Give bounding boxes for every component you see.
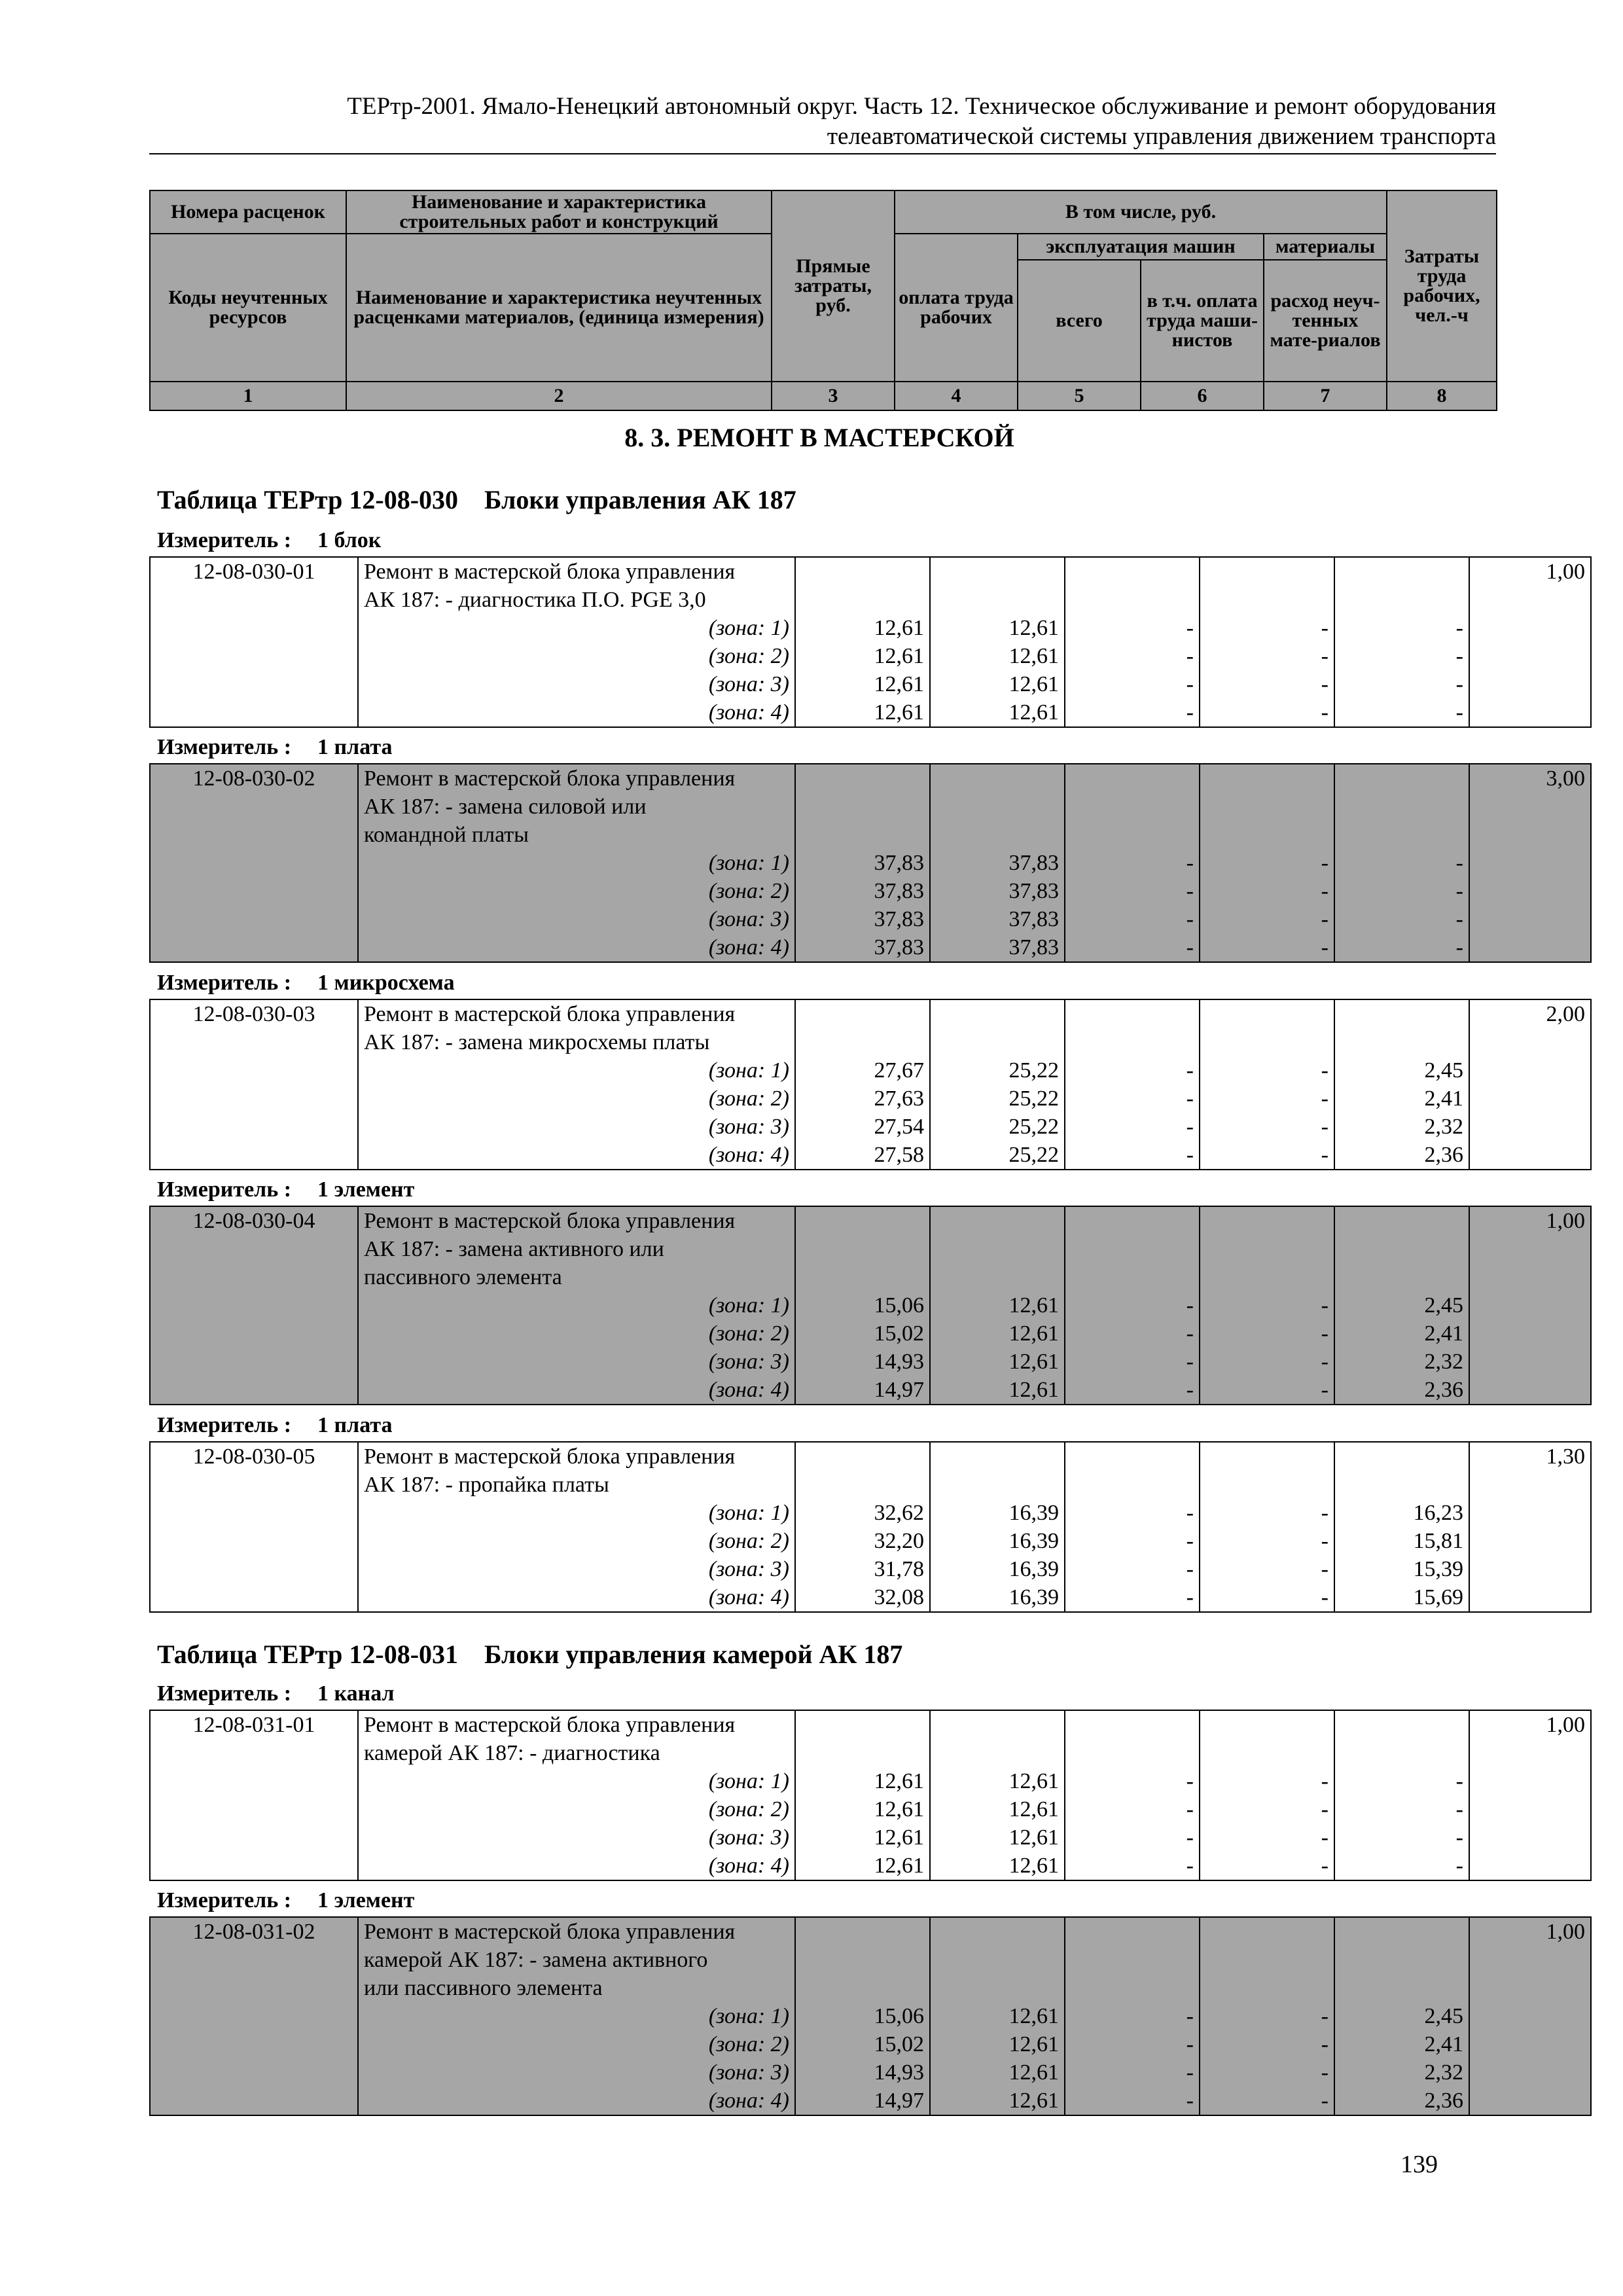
value-cell: 2,32 [1424, 1115, 1463, 1139]
value-cell: 2,36 [1424, 1143, 1463, 1167]
description-line: АК 187: - диагностика П.О. PGE 3,0 [364, 588, 706, 612]
zone-label: (зона: 1) [708, 616, 789, 640]
value-cell: - [1186, 1585, 1194, 1609]
value-cell: - [1321, 1825, 1329, 1850]
table-name: Блоки управления АК 187 [484, 485, 796, 514]
value-cell: 37,83 [1008, 907, 1059, 931]
value-cell: 15,02 [874, 1321, 924, 1346]
col7-header: расход неуч-тенных мате-риалов [1264, 260, 1387, 382]
value-cell: - [1321, 1585, 1329, 1609]
value-cell: - [1321, 879, 1329, 903]
value-cell: - [1186, 1293, 1194, 1318]
value-cell: - [1321, 851, 1329, 875]
col2-header-bottom: Наименование и характеристика неучтенных расценками материалов, (единица измерения) [346, 234, 772, 382]
value-cell: 2,32 [1424, 2060, 1463, 2085]
value-cell: - [1321, 1058, 1329, 1083]
measurer-line [157, 734, 392, 761]
value-cell: - [1186, 616, 1194, 640]
zone-label: (зона: 4) [708, 1143, 789, 1167]
value-cell: - [1186, 1854, 1194, 1878]
rate-code: 12-08-030-04 [192, 1209, 315, 1233]
measurer-value: 1 блок [317, 528, 382, 552]
value-cell: - [1186, 1350, 1194, 1374]
zone-label: (зона: 3) [708, 1350, 789, 1374]
zone-label: (зона: 2) [708, 1321, 789, 1346]
value-cell: - [1186, 935, 1194, 960]
value-cell: - [1455, 616, 1463, 640]
zone-label: (зона: 3) [708, 2060, 789, 2085]
value-cell: 12,61 [874, 1854, 924, 1878]
description-line: АК 187: - замена силовой или [364, 795, 647, 819]
labor-value: 1,00 [1546, 1713, 1585, 1737]
description-line: Ремонт в мастерской блока управления [364, 1444, 736, 1469]
value-cell: - [1186, 1501, 1194, 1525]
measurer-label: Измеритель : [157, 971, 292, 995]
value-cell: - [1186, 1321, 1194, 1346]
rate-table [149, 999, 1592, 1170]
col8-header: Затраты труда рабочих, чел.-ч [1387, 190, 1497, 382]
value-cell: - [1186, 1769, 1194, 1793]
col-number: 5 [1018, 382, 1141, 410]
value-cell: 12,61 [1008, 672, 1059, 696]
zone-label: (зона: 2) [708, 2032, 789, 2056]
value-cell: - [1186, 1529, 1194, 1553]
value-cell: - [1186, 1378, 1194, 1402]
value-cell: 12,61 [1008, 2004, 1059, 2028]
value-cell: 15,69 [1413, 1585, 1463, 1609]
value-cell: 14,93 [874, 1350, 924, 1374]
measurer-line [157, 970, 455, 996]
description-line: Ремонт в мастерской блока управления [364, 1713, 736, 1737]
value-cell: 12,61 [1008, 1350, 1059, 1374]
measurer-value: 1 элемент [317, 1888, 415, 1912]
column-header-table [149, 190, 1497, 411]
value-cell: 2,41 [1424, 1321, 1463, 1346]
measurer-label: Измеритель : [157, 1888, 292, 1912]
value-cell: 2,36 [1424, 1378, 1463, 1402]
col-number: 3 [772, 382, 895, 410]
value-cell: 37,83 [1008, 851, 1059, 875]
value-cell: - [1321, 1086, 1329, 1111]
table-code: Таблица ТЕРтр 12-08-030 [157, 485, 459, 514]
value-cell: 31,78 [874, 1557, 924, 1581]
value-cell: - [1321, 672, 1329, 696]
machines-header: эксплуатация машин [1018, 234, 1264, 260]
col-number: 1 [150, 382, 346, 410]
zone-label: (зона: 4) [708, 1854, 789, 1878]
value-cell: 2,41 [1424, 2032, 1463, 2056]
zone-label: (зона: 3) [708, 907, 789, 931]
value-cell: - [1455, 1769, 1463, 1793]
value-cell: - [1321, 1769, 1329, 1793]
description-line: камерой АК 187: - диагностика [364, 1741, 660, 1765]
zone-label: (зона: 2) [708, 1529, 789, 1553]
value-cell: 32,62 [874, 1501, 924, 1525]
value-cell: - [1455, 907, 1463, 931]
value-cell: 15,02 [874, 2032, 924, 2056]
measurer-label: Измеритель : [157, 735, 292, 759]
value-cell: 14,97 [874, 1378, 924, 1402]
value-cell: 14,93 [874, 2060, 924, 2085]
value-cell: - [1186, 2089, 1194, 2113]
rate-table [149, 1916, 1592, 2116]
measurer-line [157, 1177, 414, 1203]
value-cell: - [1455, 879, 1463, 903]
zone-label: (зона: 4) [708, 2089, 789, 2113]
value-cell: 12,61 [1008, 1825, 1059, 1850]
value-cell: 2,45 [1424, 2004, 1463, 2028]
value-cell: - [1321, 616, 1329, 640]
rate-code: 12-08-031-02 [192, 1920, 315, 1944]
value-cell: - [1321, 700, 1329, 725]
value-cell: - [1455, 644, 1463, 668]
rate-code: 12-08-030-02 [192, 766, 315, 791]
value-cell: 14,97 [874, 2089, 924, 2113]
value-cell: 2,32 [1424, 1350, 1463, 1374]
value-cell: - [1321, 907, 1329, 931]
labor-value: 1,30 [1546, 1444, 1585, 1469]
table-code: Таблица ТЕРтр 12-08-031 [157, 1640, 459, 1669]
measurer-label: Измеритель : [157, 1681, 292, 1706]
value-cell: 12,61 [1008, 1854, 1059, 1878]
header-line-1: ТЕРтр-2001. Ямало-Ненецкий автономный округ. Часть 12. Техническое обслуживание и ремонт оборудования [347, 93, 1496, 120]
value-cell: 37,83 [1008, 935, 1059, 960]
rate-code: 12-08-031-01 [192, 1713, 315, 1737]
value-cell: - [1186, 1825, 1194, 1850]
value-cell: - [1321, 644, 1329, 668]
page-number: 139 [1400, 2151, 1438, 2178]
value-cell: - [1455, 851, 1463, 875]
zone-label: (зона: 3) [708, 672, 789, 696]
zone-label: (зона: 4) [708, 1585, 789, 1609]
value-cell: 32,08 [874, 1585, 924, 1609]
value-cell: 16,39 [1008, 1585, 1059, 1609]
value-cell: - [1455, 672, 1463, 696]
zone-label: (зона: 3) [708, 1115, 789, 1139]
zone-label: (зона: 2) [708, 879, 789, 903]
value-cell: - [1321, 2060, 1329, 2085]
labor-value: 1,00 [1546, 1920, 1585, 1944]
measurer-label: Измеритель : [157, 528, 292, 552]
incl-header: В том числе, руб. [895, 190, 1387, 234]
value-cell: 12,61 [874, 1769, 924, 1793]
value-cell: - [1321, 1321, 1329, 1346]
value-cell: - [1186, 1557, 1194, 1581]
value-cell: - [1186, 2004, 1194, 2028]
table-name: Блоки управления камерой АК 187 [484, 1640, 903, 1669]
col1-header-top: Номера расценок [150, 190, 346, 234]
rate-table [149, 763, 1592, 963]
description-line: Ремонт в мастерской блока управления [364, 1920, 736, 1944]
rate-table [149, 556, 1592, 728]
rate-table [149, 1206, 1592, 1405]
value-cell: 12,61 [1008, 1321, 1059, 1346]
value-cell: - [1186, 1086, 1194, 1111]
value-cell: - [1186, 1797, 1194, 1821]
measurer-line [157, 1681, 395, 1707]
zone-label: (зона: 4) [708, 700, 789, 725]
value-cell: 16,39 [1008, 1529, 1059, 1553]
value-cell: 12,61 [874, 616, 924, 640]
value-cell: - [1455, 700, 1463, 725]
measurer-value: 1 микросхема [317, 971, 455, 995]
rate-code: 12-08-030-03 [192, 1002, 315, 1026]
value-cell: - [1455, 1797, 1463, 1821]
col-number: 6 [1141, 382, 1264, 410]
col-number: 2 [346, 382, 772, 410]
description-line: Ремонт в мастерской блока управления [364, 560, 736, 584]
zone-label: (зона: 3) [708, 1557, 789, 1581]
zone-label: (зона: 2) [708, 644, 789, 668]
value-cell: 25,22 [1008, 1058, 1059, 1083]
col1-header-bottom: Коды неучтенных ресурсов [150, 234, 346, 382]
value-cell: 12,61 [1008, 2060, 1059, 2085]
measurer-line [157, 1888, 414, 1914]
value-cell: - [1321, 1501, 1329, 1525]
col5-header: всего [1018, 260, 1141, 382]
header-line-2: телеавтоматической системы управления движением транспорта [827, 123, 1496, 150]
page-header [149, 92, 1496, 154]
value-cell: - [1321, 1557, 1329, 1581]
value-cell: - [1321, 1854, 1329, 1878]
value-cell: 12,61 [1008, 1797, 1059, 1821]
description-line: Ремонт в мастерской блока управления [364, 766, 736, 791]
value-cell: - [1321, 1797, 1329, 1821]
value-cell: 32,20 [874, 1529, 924, 1553]
description-line: АК 187: - замена микросхемы платы [364, 1030, 710, 1054]
value-cell: 15,81 [1413, 1529, 1463, 1553]
value-cell: 12,61 [874, 672, 924, 696]
zone-label: (зона: 2) [708, 1086, 789, 1111]
zone-label: (зона: 1) [708, 1058, 789, 1083]
value-cell: - [1186, 700, 1194, 725]
description-line: пассивного элемента [364, 1265, 562, 1289]
value-cell: 15,06 [874, 2004, 924, 2028]
table-title [157, 484, 796, 515]
value-cell: - [1321, 2089, 1329, 2113]
value-cell: 2,41 [1424, 1086, 1463, 1111]
value-cell: 12,61 [1008, 1378, 1059, 1402]
measurer-line [157, 1412, 392, 1439]
value-cell: - [1186, 1143, 1194, 1167]
value-cell: - [1321, 1143, 1329, 1167]
measurer-value: 1 плата [317, 1413, 393, 1437]
value-cell: - [1186, 2032, 1194, 2056]
measurer-value: 1 элемент [317, 1177, 415, 1202]
value-cell: 37,83 [1008, 879, 1059, 903]
table-title [157, 1639, 902, 1670]
zone-label: (зона: 1) [708, 2004, 789, 2028]
value-cell: 16,39 [1008, 1501, 1059, 1525]
description-line: командной платы [364, 823, 529, 847]
labor-value: 1,00 [1546, 1209, 1585, 1233]
description-line: камерой АК 187: - замена активного [364, 1948, 708, 1972]
value-cell: - [1186, 907, 1194, 931]
description-line: или пассивного элемента [364, 1976, 603, 2000]
labor-value: 2,00 [1546, 1002, 1585, 1026]
col4-header: оплата труда рабочих [895, 234, 1018, 382]
col2-header-top: Наименование и характеристика строительных работ и конструкций [346, 190, 772, 234]
value-cell: - [1186, 644, 1194, 668]
value-cell: 25,22 [1008, 1143, 1059, 1167]
value-cell: 12,61 [1008, 1293, 1059, 1318]
zone-label: (зона: 2) [708, 1797, 789, 1821]
value-cell: 27,63 [874, 1086, 924, 1111]
value-cell: 16,39 [1008, 1557, 1059, 1581]
value-cell: 15,39 [1413, 1557, 1463, 1581]
col-number: 8 [1387, 382, 1497, 410]
value-cell: 12,61 [1008, 2089, 1059, 2113]
measurer-value: 1 канал [317, 1681, 395, 1706]
value-cell: 12,61 [874, 1825, 924, 1850]
rate-code: 12-08-030-05 [192, 1444, 315, 1469]
value-cell: 2,45 [1424, 1058, 1463, 1083]
value-cell: 15,06 [874, 1293, 924, 1318]
value-cell: - [1321, 1293, 1329, 1318]
rate-table [149, 1441, 1592, 1613]
value-cell: 12,61 [874, 644, 924, 668]
value-cell: 25,22 [1008, 1086, 1059, 1111]
col3-header: Прямые затраты, руб. [772, 190, 895, 382]
rate-table [149, 1710, 1592, 1881]
value-cell: 2,36 [1424, 2089, 1463, 2113]
value-cell: - [1321, 1529, 1329, 1553]
value-cell: 16,23 [1413, 1501, 1463, 1525]
zone-label: (зона: 1) [708, 1293, 789, 1318]
value-cell: 25,22 [1008, 1115, 1059, 1139]
value-cell: - [1321, 935, 1329, 960]
zone-label: (зона: 3) [708, 1825, 789, 1850]
col-number: 7 [1264, 382, 1387, 410]
value-cell: 27,54 [874, 1115, 924, 1139]
value-cell: - [1455, 1825, 1463, 1850]
value-cell: 12,61 [1008, 1769, 1059, 1793]
value-cell: 12,61 [874, 700, 924, 725]
value-cell: - [1455, 935, 1463, 960]
value-cell: - [1186, 851, 1194, 875]
value-cell: 12,61 [1008, 2032, 1059, 2056]
measurer-label: Измеритель : [157, 1177, 292, 1202]
value-cell: 12,61 [874, 1797, 924, 1821]
value-cell: - [1321, 1350, 1329, 1374]
value-cell: - [1186, 672, 1194, 696]
description-line: Ремонт в мастерской блока управления [364, 1209, 736, 1233]
rate-code: 12-08-030-01 [192, 560, 315, 584]
labor-value: 1,00 [1546, 560, 1585, 584]
value-cell: - [1321, 1378, 1329, 1402]
measurer-value: 1 плата [317, 735, 393, 759]
zone-label: (зона: 4) [708, 935, 789, 960]
value-cell: - [1321, 2004, 1329, 2028]
value-cell: 37,83 [874, 851, 924, 875]
value-cell: 37,83 [874, 879, 924, 903]
col-number: 4 [895, 382, 1018, 410]
col6-header: в т.ч. оплата труда маши-нистов [1141, 260, 1264, 382]
value-cell: - [1321, 1115, 1329, 1139]
description-line: Ремонт в мастерской блока управления [364, 1002, 736, 1026]
value-cell: 27,58 [874, 1143, 924, 1167]
value-cell: 12,61 [1008, 644, 1059, 668]
description-line: АК 187: - замена активного или [364, 1237, 664, 1261]
zone-label: (зона: 1) [708, 851, 789, 875]
value-cell: 12,61 [1008, 700, 1059, 725]
value-cell: - [1186, 1058, 1194, 1083]
value-cell: 12,61 [1008, 616, 1059, 640]
value-cell: - [1455, 1854, 1463, 1878]
value-cell: - [1186, 1115, 1194, 1139]
value-cell: 37,83 [874, 935, 924, 960]
value-cell: - [1186, 879, 1194, 903]
section-title: 8. 3. РЕМОНТ В МАСТЕРСКОЙ [624, 423, 1014, 452]
value-cell: 37,83 [874, 907, 924, 931]
description-line: АК 187: - пропайка платы [364, 1473, 609, 1497]
measurer-label: Измеритель : [157, 1413, 292, 1437]
zone-label: (зона: 4) [708, 1378, 789, 1402]
measurer-line [157, 528, 381, 554]
zone-label: (зона: 1) [708, 1769, 789, 1793]
zone-label: (зона: 1) [708, 1501, 789, 1525]
materials-header: материалы [1264, 234, 1387, 260]
value-cell: 2,45 [1424, 1293, 1463, 1318]
value-cell: - [1321, 2032, 1329, 2056]
value-cell: - [1186, 2060, 1194, 2085]
labor-value: 3,00 [1546, 766, 1585, 791]
value-cell: 27,67 [874, 1058, 924, 1083]
